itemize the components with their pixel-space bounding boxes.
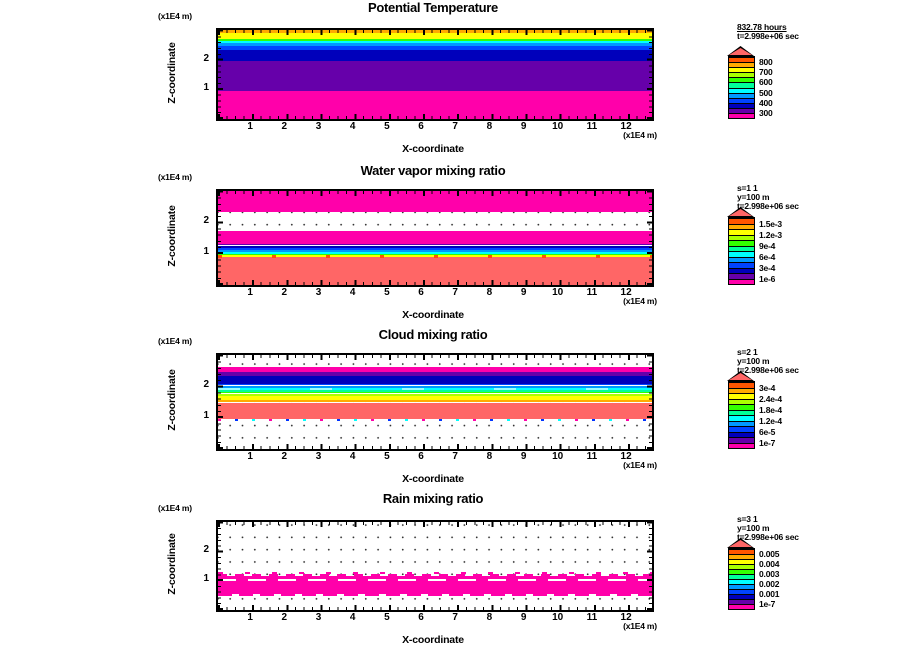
- panel-title: Cloud mixing ratio: [378, 327, 488, 342]
- annotation-line: y=100 m: [737, 523, 770, 533]
- x-axis-label: X-coordinate: [402, 309, 464, 321]
- colorbar-segment: [729, 549, 754, 554]
- x-tick-label: 2: [281, 612, 288, 623]
- z-tick-label: 1: [203, 246, 209, 258]
- colorbar-label: 0.001: [759, 589, 780, 599]
- colorbar-label: 700: [759, 67, 773, 78]
- x-tick-label: 10: [552, 612, 564, 623]
- x-tick-label: 3: [315, 612, 322, 623]
- x-tick-label: 9: [520, 287, 527, 298]
- x-axis-unit-label: (x1E4 m): [623, 130, 657, 140]
- colorbar-label: 1e-7: [759, 599, 776, 609]
- z-axis-unit-label: (x1E4 m): [158, 172, 192, 182]
- colorbar-segment: [729, 559, 754, 564]
- x-major-ticks-top: [218, 522, 652, 527]
- x-tick-label: 2: [281, 121, 288, 132]
- colorbar-segment: [729, 579, 754, 584]
- x-tick-label: 12: [620, 121, 632, 132]
- colorbar-label: 0.003: [759, 569, 780, 579]
- annotation-line: s=1 1: [737, 183, 758, 193]
- x-minor-ticks-bottom: [218, 607, 652, 610]
- contour-noise-strip: [218, 594, 652, 596]
- annotation-line: 832.78 hours: [737, 22, 787, 32]
- panel-title: Rain mixing ratio: [382, 491, 484, 506]
- x-tick-label: 11: [586, 451, 598, 462]
- annotation-line: y=100 m: [737, 192, 770, 202]
- colorbar-label: 800: [759, 57, 773, 68]
- x-tick-label: 10: [552, 121, 564, 132]
- colorbar-label: 3e-4: [759, 382, 776, 393]
- annotation-line: y=100 m: [737, 356, 770, 366]
- x-axis-label: X-coordinate: [402, 473, 464, 485]
- plot-area: [216, 520, 654, 612]
- x-tick-label: 6: [418, 121, 424, 132]
- z-tick-label: 1: [203, 573, 209, 585]
- colorbar-label: 9e-4: [759, 240, 776, 251]
- colorbar-label: 0.002: [759, 579, 780, 589]
- colorbar-segment: [729, 569, 754, 574]
- x-tick-label: 3: [315, 451, 322, 462]
- colorbar-label: 1.8e-4: [759, 404, 782, 415]
- annotation-line: s=3 1: [737, 514, 758, 524]
- contour-noise-strip: [218, 572, 652, 574]
- x-tick-label: 9: [520, 121, 527, 132]
- x-tick-label: 6: [418, 287, 424, 298]
- x-tick-label: 2: [281, 451, 288, 462]
- panel-title: Potential Temperature: [368, 0, 498, 15]
- x-tick-label: 6: [418, 451, 424, 462]
- colorbar-label: 1.2e-3: [759, 229, 782, 240]
- z-minor-ticks-right: [649, 522, 652, 610]
- x-axis-unit-label: (x1E4 m): [623, 296, 657, 306]
- z-axis-unit-label: (x1E4 m): [158, 336, 192, 346]
- annotation-line: t=2.998e+06 sec: [737, 31, 799, 41]
- annotation-line: s=2 1: [737, 347, 758, 357]
- colorbar-label: 300: [759, 107, 773, 118]
- x-tick-label: 12: [620, 287, 632, 298]
- contour-noise-strip: [218, 579, 652, 580]
- colorbar-segment: [729, 554, 754, 559]
- colorbar-label: 2.4e-4: [759, 393, 782, 404]
- z-minor-ticks-left: [218, 522, 221, 610]
- x-tick-label: 3: [315, 287, 322, 298]
- colorbar-label: 400: [759, 97, 773, 108]
- colorbar-label: 6e-5: [759, 426, 776, 437]
- colorbar-label: 500: [759, 87, 773, 98]
- colorbar-label: 6e-4: [759, 251, 776, 262]
- x-tick-label: 5: [384, 121, 390, 132]
- x-tick-label: 10: [552, 287, 564, 298]
- x-axis-label: X-coordinate: [402, 634, 464, 646]
- z-axis-label: Z-coordinate: [166, 205, 178, 267]
- colorbar-segment: [729, 594, 754, 599]
- z-axis-label: Z-coordinate: [166, 369, 178, 431]
- z-tick-label: 2: [203, 379, 209, 391]
- x-tick-label: 11: [586, 612, 598, 623]
- z-axis-label: Z-coordinate: [166, 533, 178, 595]
- x-tick-label: 1: [247, 121, 253, 132]
- colorbar-label: 3e-4: [759, 262, 776, 273]
- z-axis-label: Z-coordinate: [166, 41, 178, 104]
- x-tick-label: 5: [384, 612, 390, 623]
- z-axis-unit-label: (x1E4 m): [158, 11, 192, 21]
- x-tick-label: 6: [418, 612, 424, 623]
- x-tick-label: 10: [552, 451, 564, 462]
- x-tick-label: 12: [620, 612, 632, 623]
- x-tick-label: 7: [452, 121, 458, 132]
- annotation-line: t=2.998e+06 sec: [737, 201, 799, 211]
- z-tick-label: 1: [203, 410, 209, 422]
- z-tick-label: 2: [203, 52, 209, 64]
- z-tick-label: 2: [203, 215, 209, 227]
- colorbar-label: 1e-7: [759, 437, 776, 448]
- colorbar-segment: [729, 604, 754, 609]
- colorbar-label: 1.2e-4: [759, 415, 782, 426]
- z-tick-label: 1: [203, 81, 209, 93]
- x-tick-label: 5: [384, 287, 390, 298]
- colorbar-label: 0.005: [759, 549, 780, 559]
- x-tick-label: 7: [452, 612, 458, 623]
- colorbar-segment: [729, 564, 754, 569]
- x-axis-unit-label: (x1E4 m): [623, 621, 657, 631]
- z-major-ticks-left: [218, 522, 223, 610]
- x-tick-label: 11: [586, 121, 598, 132]
- colorbar-label: 1e-6: [759, 273, 776, 284]
- x-tick-label: 8: [486, 121, 493, 132]
- x-tick-label: 5: [384, 451, 390, 462]
- x-tick-label: 1: [247, 451, 253, 462]
- x-tick-label: 4: [349, 121, 356, 132]
- x-tick-label: 3: [315, 121, 322, 132]
- annotation-line: t=2.998e+06 sec: [737, 365, 799, 375]
- x-tick-label: 8: [486, 287, 493, 298]
- colorbar-label: 0.004: [759, 559, 780, 569]
- z-major-ticks-right: [647, 522, 652, 610]
- panel-title: Water vapor mixing ratio: [360, 163, 506, 178]
- x-tick-label: 9: [520, 612, 527, 623]
- x-axis-label: X-coordinate: [402, 143, 464, 155]
- colorbar-segment: [729, 574, 754, 579]
- colorbar: [728, 548, 755, 610]
- x-minor-ticks-top: [218, 522, 652, 525]
- x-tick-label: 9: [520, 451, 527, 462]
- x-axis-unit-label: (x1E4 m): [623, 460, 657, 470]
- x-tick-label: 4: [349, 612, 356, 623]
- colorbar-segment: [729, 599, 754, 604]
- x-major-ticks-bottom: [218, 605, 652, 610]
- x-tick-label: 7: [452, 287, 458, 298]
- x-tick-label: 1: [247, 287, 253, 298]
- colorbar-segment: [729, 584, 754, 589]
- x-tick-label: 4: [349, 451, 356, 462]
- x-tick-label: 12: [620, 451, 632, 462]
- colorbar-segment: [729, 589, 754, 594]
- z-axis-unit-label: (x1E4 m): [158, 503, 192, 513]
- x-tick-label: 1: [247, 612, 253, 623]
- x-tick-label: 8: [486, 451, 493, 462]
- contour-noise-strip: [218, 574, 652, 576]
- x-tick-label: 4: [349, 287, 356, 298]
- colorbar-label: 600: [759, 77, 773, 88]
- colorbar-label: 1.5e-3: [759, 218, 782, 229]
- x-tick-label: 7: [452, 451, 458, 462]
- x-tick-label: 8: [486, 612, 493, 623]
- z-tick-label: 2: [203, 544, 209, 556]
- annotation-line: t=2.998e+06 sec: [737, 532, 799, 542]
- x-tick-label: 2: [281, 287, 288, 298]
- x-tick-label: 11: [586, 287, 598, 298]
